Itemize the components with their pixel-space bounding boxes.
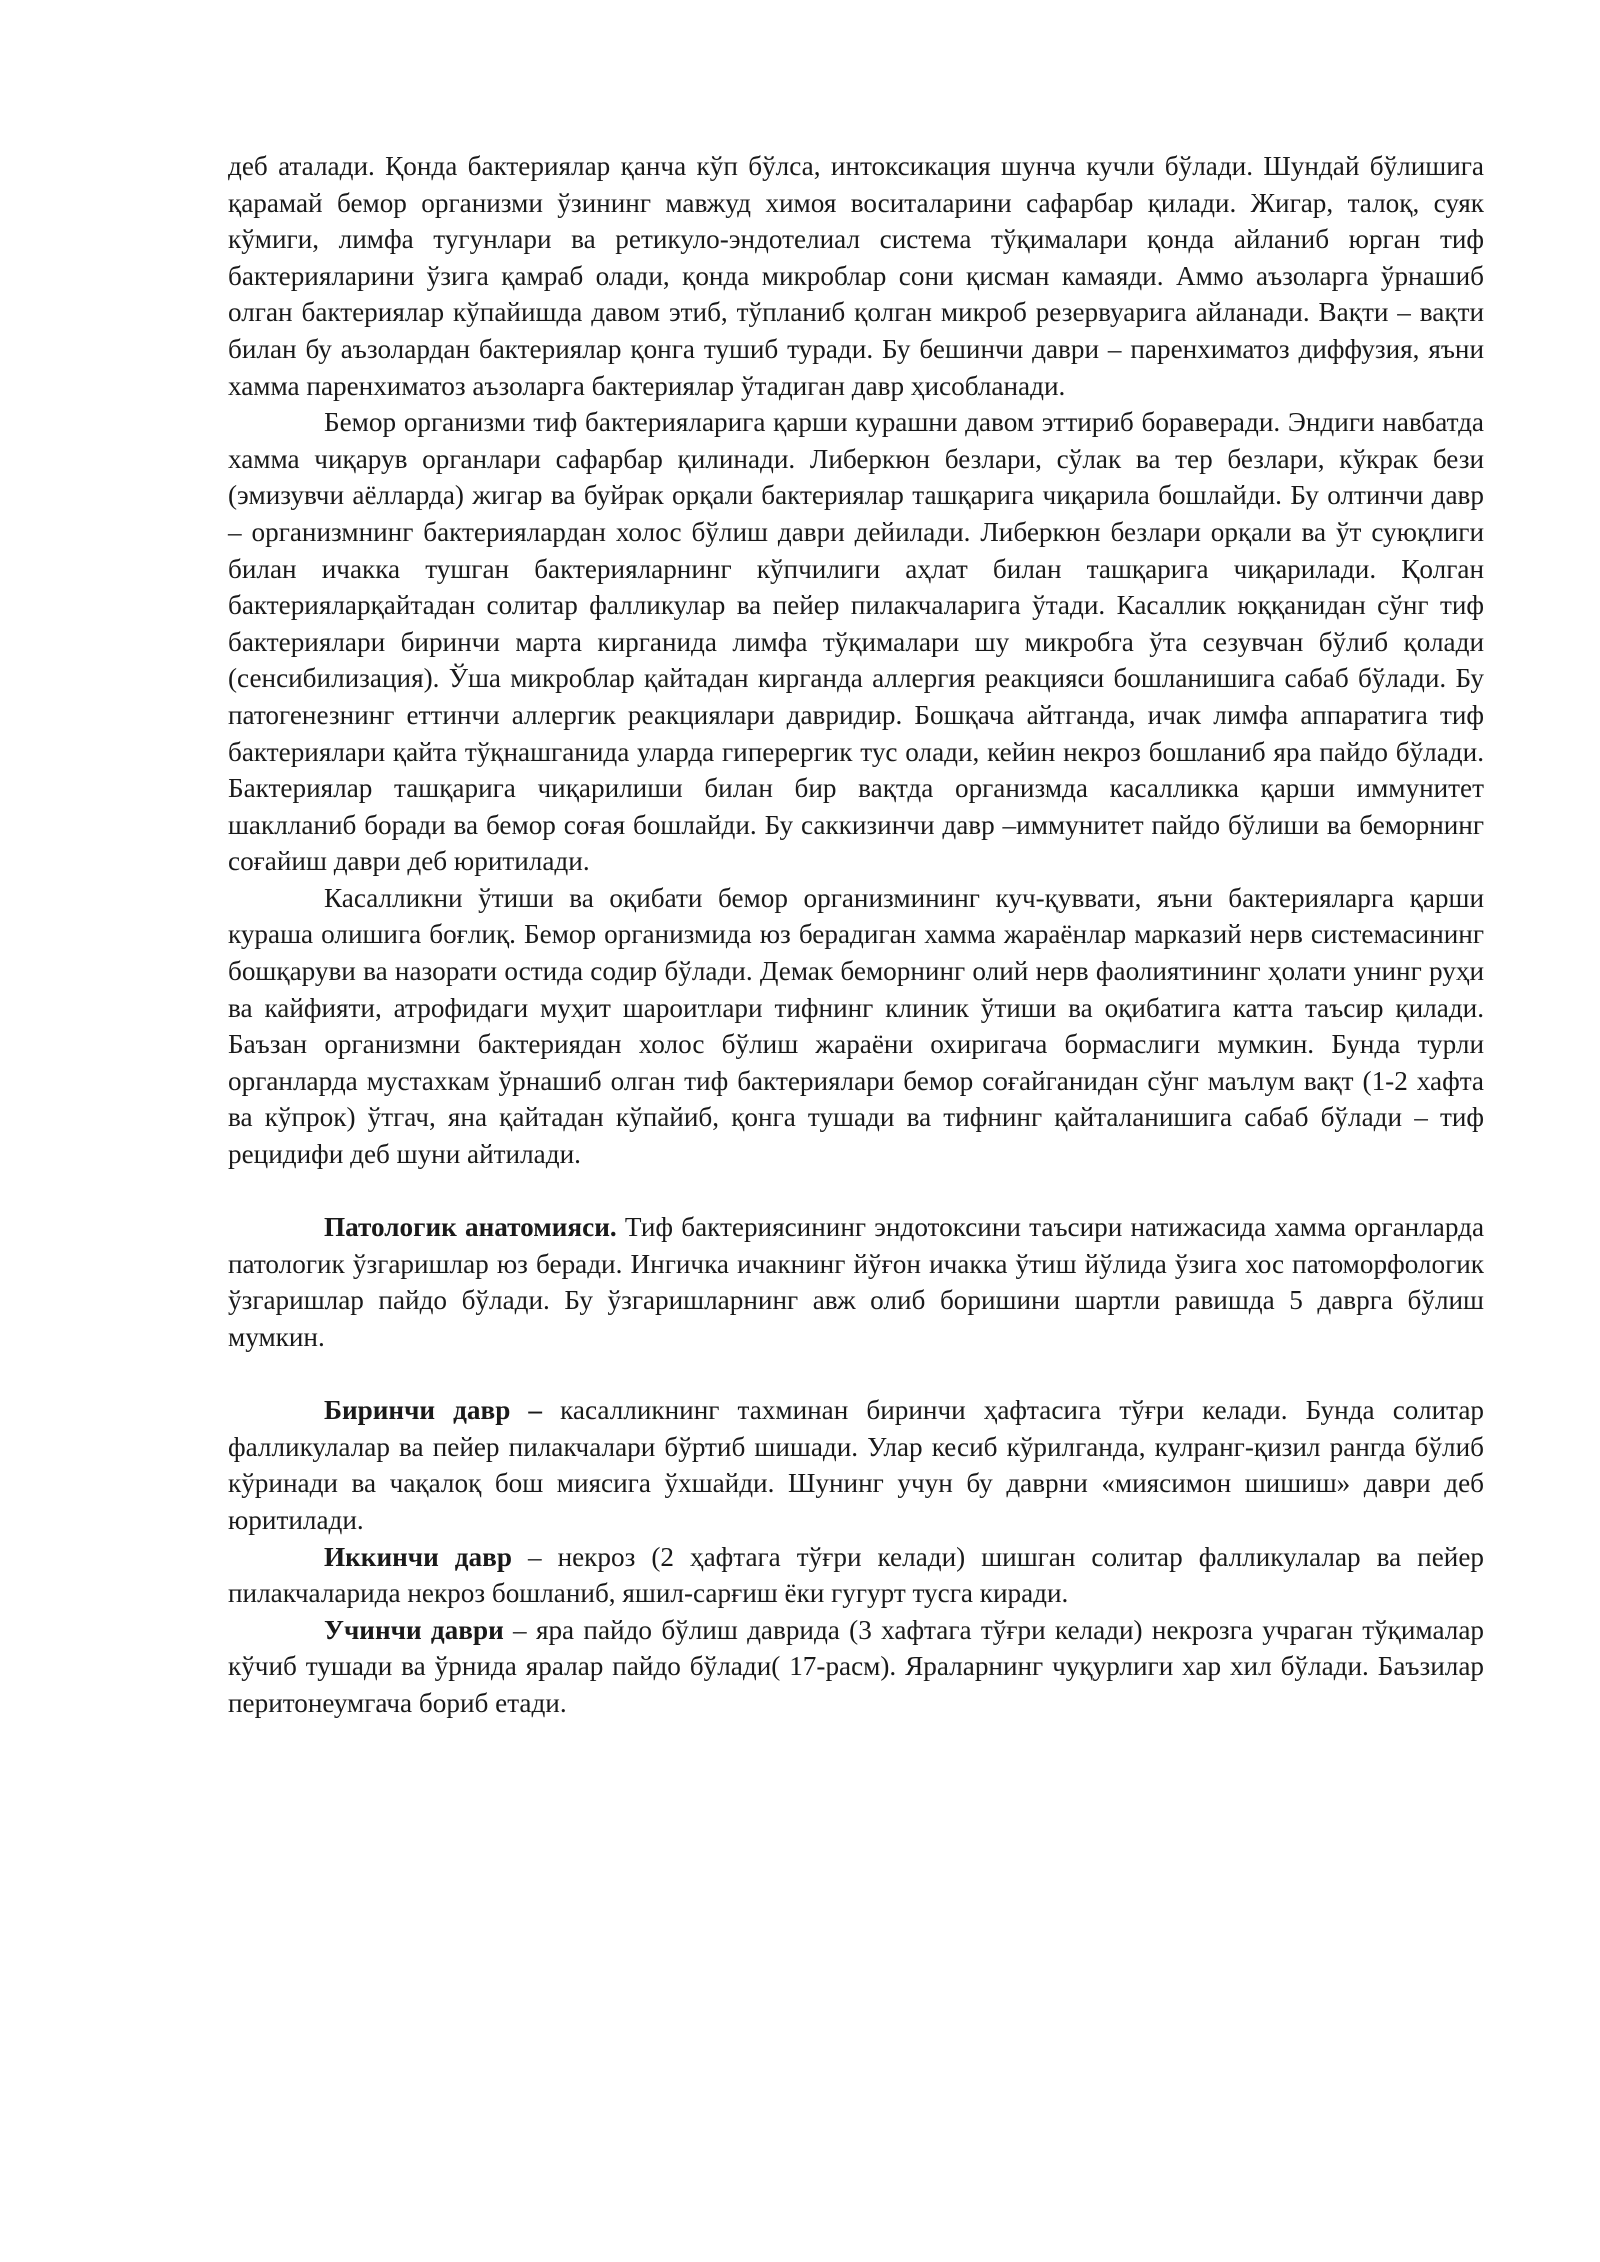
paragraph-pathological-anatomy: [228, 1209, 1484, 1355]
paragraph-third-period: [228, 1612, 1484, 1722]
paragraph-2: [228, 404, 1484, 880]
paragraph-6-text: – некроз (2 ҳафтага тўғри келади) шишган солитар фалликулалар ва пейер пилакчаларида некроз бошланиб, яшил-сарғиш ёки гугурт тусга киради.: [228, 1541, 1485, 1609]
paragraph-first-period: [228, 1392, 1484, 1538]
first-period-label: Биринчи давр –: [324, 1395, 543, 1426]
paragraph-3-text: Касалликни ўтиши ва оқибати бемор организмининг куч-қуввати, яъни бактерияларга қарши кураша олишига боғлиқ. Бемор организмида юз берадиган хамма жараёнлар марказий нерв системасининг бошқаруви ва назорати остида содир бўлади. Демак беморнинг олий нерв фаолиятининг ҳолати унинг руҳи ва кайфияти, атрофидаги муҳит шароитлари тифнинг клиник ўтиши ва оқибатига катта таъсир қилади. Баъзан организмни бактериядан холос бўлиш жараёни охиригача бормаслиги мумкин. Бунда турли органларда мустахкам ўрнашиб олган тиф бактериялари бемор соғайганидан сўнг маълум вақт (1-2 хафта ва кўпрок) ўтгач, яна қайтадан кўпайиб, қонга тушади ва тифнинг қайталанишига сабаб бўлади – тиф рецидифи деб шуни айтилади.: [228, 882, 1484, 1170]
document-page: [228, 148, 1484, 1722]
third-period-label: Учинчи даври: [324, 1614, 504, 1645]
second-period-label: Иккинчи давр: [324, 1541, 512, 1572]
paragraph-5-text: касалликнинг тахминан биринчи ҳафтасига тўғри келади. Бунда солитар фалликулалар ва пейер пилакчалари бўртиб шишади. Улар кесиб кўрилганда, кулранг-қизил рангда бўлиб кўринади ва чақалоқ бош миясига ўхшайди. Шунинг учун бу даврни «миясимон шишиш» даври деб юритилади.: [228, 1395, 1484, 1535]
paragraph-7-text: – яра пайдо бўлиш даврида (3 хафтага тўғри келади) некрозга учраган тўқималар кўчиб тушади ва ўрнида яралар пайдо бўлади( 17-расм). Яраларнинг чуқурлиги хар хил бўлади. Баъзилар перитонеумгача бориб етади.: [228, 1614, 1484, 1718]
paragraph-second-period: [228, 1539, 1484, 1612]
paragraph-3: [228, 880, 1484, 1173]
paragraph-2-text: Бемор организми тиф бактерияларига қарши курашни давом эттириб бораверади. Эндиги навбатда хамма чиқарув органлари сафарбар қилинади. Либеркюн безлари, сўлак ва тер безлари, кўкрак бези (эмизувчи аёлларда) жигар ва буйрак орқали бактериялар ташқарига чиқарила бошлайди. Бу олтинчи давр – организмнинг бактериялардан холос бўлиш даври дейилади. Либеркюн безлари орқали ва ўт суюқлиги билан ичакка тушган бактерияларнинг кўпчилиги аҳлат билан ташқарига чиқарилади. Қолган бактерияларқайтадан солитар фалликулар ва пейер пилакчаларига ўтади. Касаллик юққанидан сўнг тиф бактериялари биринчи марта кирганида лимфа тўқималари шу микробга ўта сезувчан бўлиб қолади (сенсибилизация). Ўша микроблар қайтадан кирганда аллергия реакцияси бошланишига сабаб бўлади. Бу патогенезнинг еттинчи аллергик реакциялари давридир. Бошқача айтганда, ичак лимфа аппаратига тиф бактериялари қайта тўқнашганида уларда гиперергик тус олади, кейин некроз бошланиб яра пайдо бўлади. Бактериялар ташқарига чиқарилиши билан бир вақтда организмда касалликка қарши иммунитет шаклланиб боради ва бемор соғая бошлайди. Бу саккизинчи давр –иммунитет пайдо бўлиши ва беморнинг соғайиш даври деб юритилади.: [228, 407, 1484, 877]
section-heading-pathological-anatomy: Патологик анатомияси.: [324, 1212, 617, 1243]
paragraph-1: [228, 148, 1484, 404]
paragraph-4-text: Тиф бактериясининг эндотоксини таъсири натижасида хамма органларда патологик ўзгаришлар юз беради. Ингичка ичакнинг йўғон ичакка ўтиш йўлида ўзига хос патоморфологик ўзгаришлар пайдо бўлади. Бу ўзгаришларнинг авж олиб боришини шартли равишда 5 даврга бўлиш мумкин.: [228, 1212, 1485, 1352]
paragraph-1-text: деб аталади. Қонда бактериялар қанча кўп бўлса, интоксикация шунча кучли бўлади. Шундай бўлишига қарамай бемор организми ўзининг мавжуд химоя воситаларини сафарбар қилади. Жигар, талоқ, суяк кўмиги, лимфа тугунлари ва ретикуло-эндотелиал система тўқималари қонда айланиб юрган тиф бактерияларини ўзига қамраб олади, қонда микроблар сони қисман камаяди. Аммо аъзоларга ўрнашиб олган бактериялар кўпайишда давом этиб, тўпланиб қолган микроб резервуарига айланади. Вақти – вақти билан бу аъзолардан бактериялар қонга тушиб туради. Бу бешинчи даври – паренхиматоз диффузия, яъни хамма паренхиматоз аъзоларга бактериялар ўтадиган давр ҳисобланади.: [228, 151, 1484, 401]
